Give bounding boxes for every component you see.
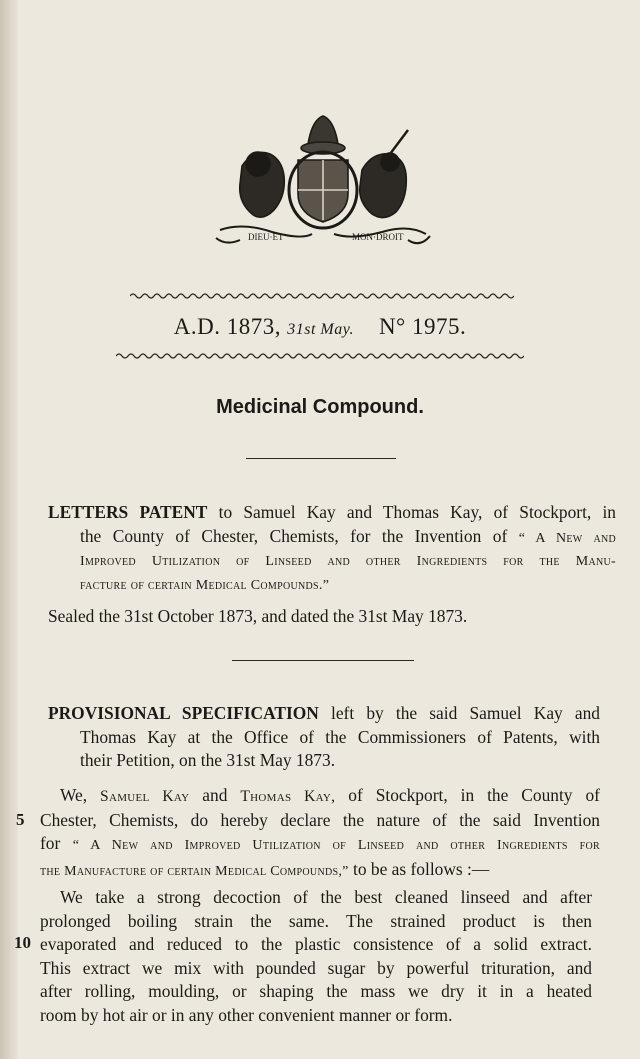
header-ad: A.D. 1873, (173, 314, 281, 339)
p2-line-1: We take a strong decoction of the best cleaned linseed and after (60, 887, 592, 907)
p1-line-1 (40, 784, 600, 809)
p2-line-5: after rolling, moulding, or shaping the mass we dry it in a heated (40, 981, 592, 1002)
prov-line-2: Thomas Kay at the Office of the Commissioners of Patents, with (80, 726, 600, 747)
lp-line-1-text: to Samuel Kay and Thomas Kay, of Stockport, in (218, 502, 616, 522)
wavy-rule-bottom (116, 352, 524, 360)
p1-l3-a: for (40, 833, 61, 854)
p1-l1-b: and (202, 785, 228, 805)
royal-coat-of-arms-icon (212, 110, 434, 250)
letters-patent-paragraph (48, 501, 616, 629)
p1-line-2: Chester, Chemists, do hereby declare the nature of the said Invention (40, 809, 600, 830)
p2-line-2: prolonged boiling strain the same. The strained product is then (40, 910, 592, 931)
header-number: N° 1975. (378, 314, 467, 339)
divider-short (246, 458, 396, 459)
p1-line-4 (40, 858, 600, 884)
crest-motto-left: DIEU·ET (248, 232, 284, 242)
body-paragraph-2 (40, 886, 592, 1028)
p2-line-4: This extract we mix with pounded sugar by powerful trituration, and (40, 957, 592, 978)
lp-lead: LETTERS PATENT (48, 502, 208, 522)
page-edge-shadow (0, 0, 18, 1059)
prov-line-1-text: left by the said Samuel Kay and (330, 703, 601, 723)
p1-l3-sc: “ A New and Improved Utilization of Linseed and other Ingredients for (72, 838, 600, 854)
lp-line-2 (48, 525, 616, 551)
lp-line-4: facture of certain Medical Compounds.” (80, 577, 330, 593)
divider-mid (232, 660, 414, 661)
provisional-paragraph (48, 702, 600, 773)
header-date: 31st May. (287, 321, 354, 338)
p1-l1-a: We, (60, 785, 88, 805)
p1-l4-sc: the Manufacture of certain Medical Compounds,” (40, 863, 349, 879)
lp-line-2-text: the County of Chester, Chemists, for the Invention of (80, 525, 508, 546)
prov-lead: PROVISIONAL SPECIFICATION (48, 703, 319, 723)
prov-line-1 (48, 702, 600, 726)
p2-line-6: room by hot air or in any other convenient manner or form. (40, 1004, 453, 1025)
line-number-5: 5 (16, 810, 25, 829)
p2-line-3: evaporated and reduced to the plastic consistence of a solid extract. (40, 934, 592, 955)
lp-sealed: Sealed the 31st October 1873, and dated the 31st May 1873. (48, 606, 468, 627)
crest-motto-right: MON·DROIT (352, 232, 404, 242)
prov-line-3: their Petition, on the 31st May 1873. (80, 750, 336, 771)
body-paragraph-1 (40, 784, 600, 883)
wavy-rule-top (130, 292, 514, 300)
document-title: Medicinal Compound. (216, 396, 424, 418)
patent-header (0, 314, 640, 340)
p1-l1-sc1: Samuel Kay (100, 788, 190, 805)
p1-l1-sc2: Thomas Kay, (240, 788, 336, 805)
p1-line-3 (40, 832, 600, 858)
line-number-10: 10 (14, 933, 31, 952)
lp-line-2-sc: “ A New and (518, 530, 617, 546)
p1-l4-b: to be as follows :— (353, 858, 490, 879)
lp-line-1 (48, 501, 616, 525)
p1-l1-c: of Stockport, in the County of (348, 785, 600, 805)
lp-line-3: Improved Utilization of Linseed and other Ingredients for the Manu- (80, 554, 616, 570)
